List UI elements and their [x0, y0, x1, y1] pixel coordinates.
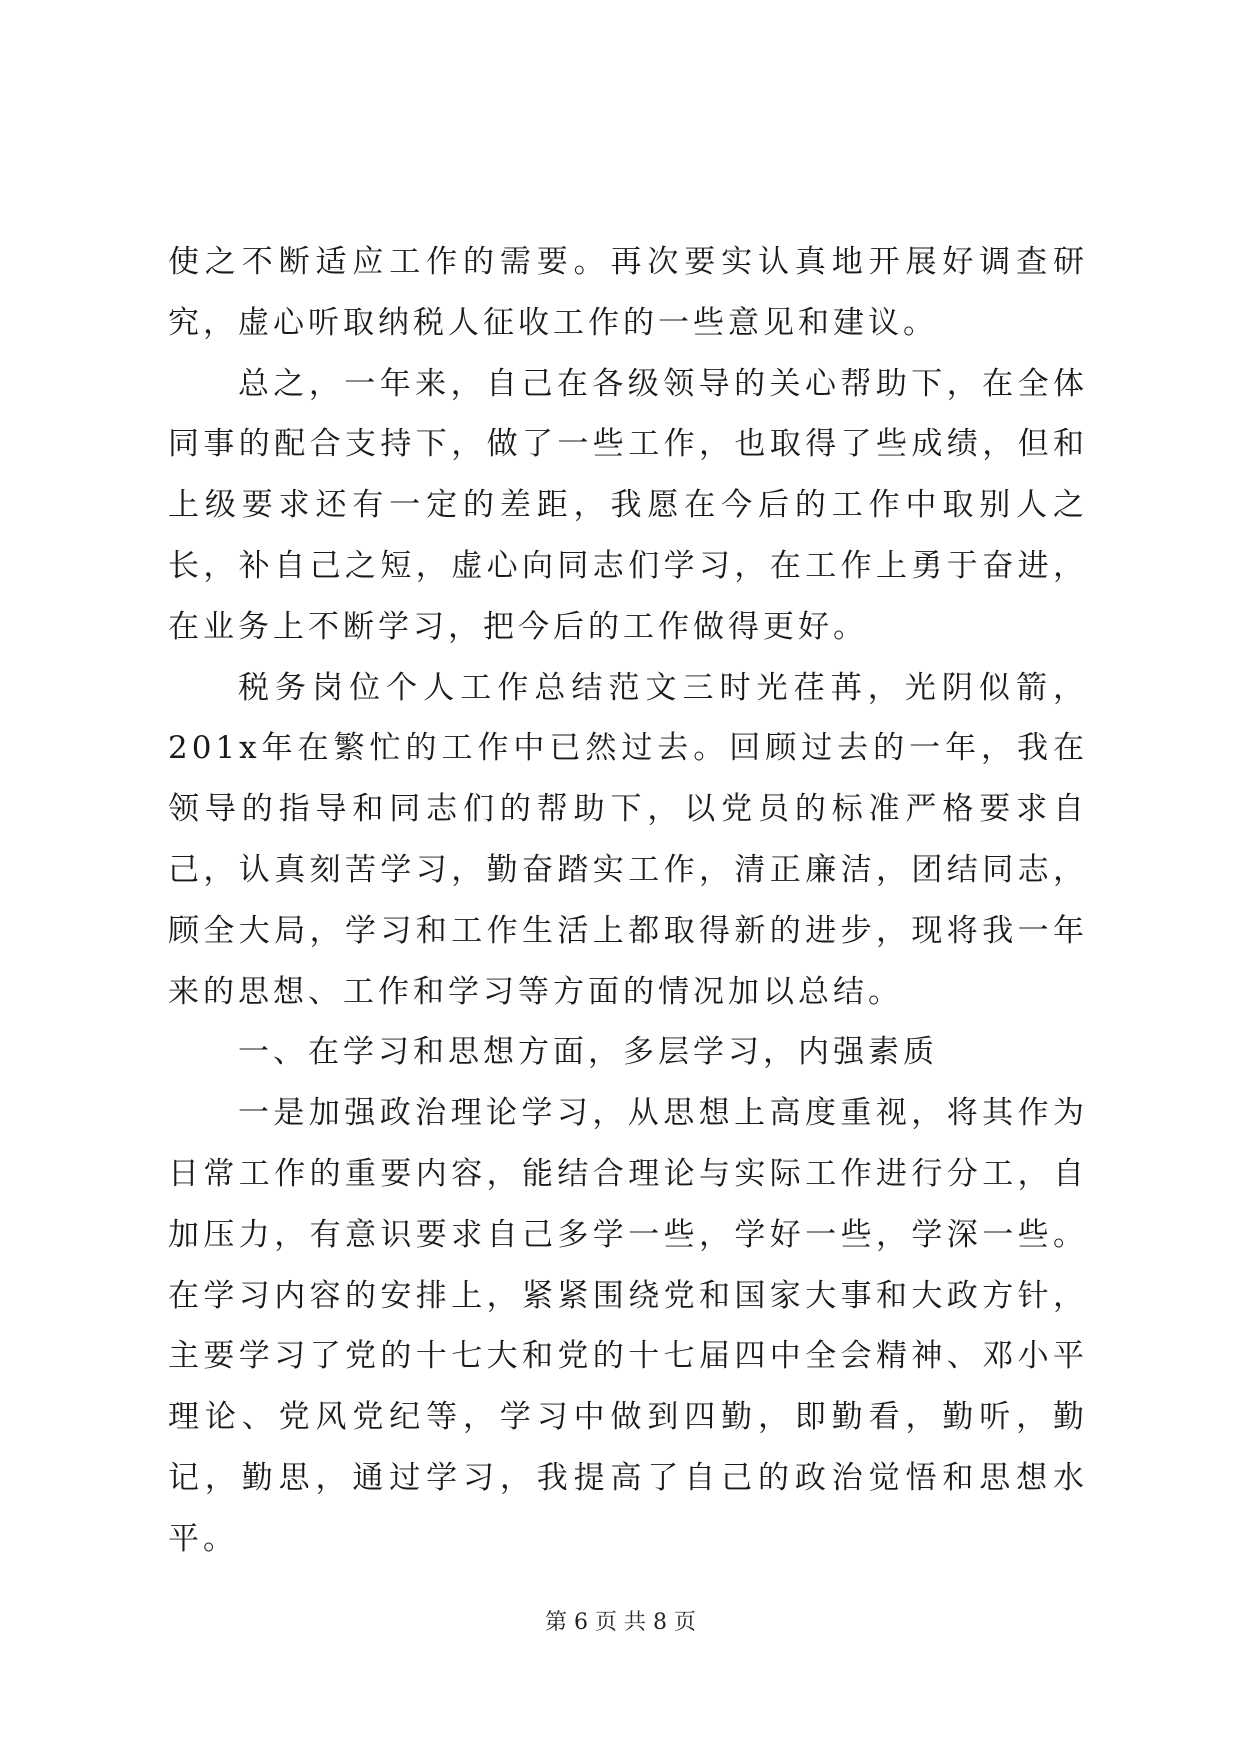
page-number: 第 6 页 共 8 页: [545, 1610, 696, 1635]
page-footer: [0, 1608, 1241, 1638]
paragraph: 一是加强政治理论学习，从思想上高度重视，将其作为日常工作的重要内容，能结合理论与实际工作进行分工，自加压力，有意识要求自己多学一些，学好一些，学深一些。在学习内容的安排上，紧紧围绕党和国家大事和大政方针，主要学习了党的十七大和党的十七届四中全会精神、邓小平理论、党风党纪等，学习中做到四勤，即勤看，勤听，勤记，勤思，通过学习，我提高了自己的政治觉悟和思想水平。: [168, 1095, 1088, 1557]
paragraph: 税务岗位个人工作总结范文三时光荏苒，光阴似箭，201x年在繁忙的工作中已然过去。回顾过去的一年，我在领导的指导和同志们的帮助下，以党员的标准严格要求自己，认真刻苦学习，勤奋踏实工作，清正廉洁，团结同志，顾全大局，学习和工作生活上都取得新的进步，现将我一年来的思想、工作和学习等方面的情况加以总结。: [168, 669, 1088, 1010]
paragraph: 使之不断适应工作的需要。再次要实认真地开展好调查研究，虚心听取纳税人征收工作的一些意见和建议。: [168, 244, 1088, 341]
section-heading: 一、在学习和思想方面，多层学习，内强素质: [238, 1034, 938, 1071]
document-body: [168, 232, 1088, 1570]
paragraph: 总之，一年来，自己在各级领导的关心帮助下，在全体同事的配合支持下，做了一些工作，也取得了些成绩，但和上级要求还有一定的差距，我愿在今后的工作中取别人之长，补自己之短，虚心向同志们学习，在工作上勇于奋进，在业务上不断学习，把今后的工作做得更好。: [168, 365, 1088, 645]
